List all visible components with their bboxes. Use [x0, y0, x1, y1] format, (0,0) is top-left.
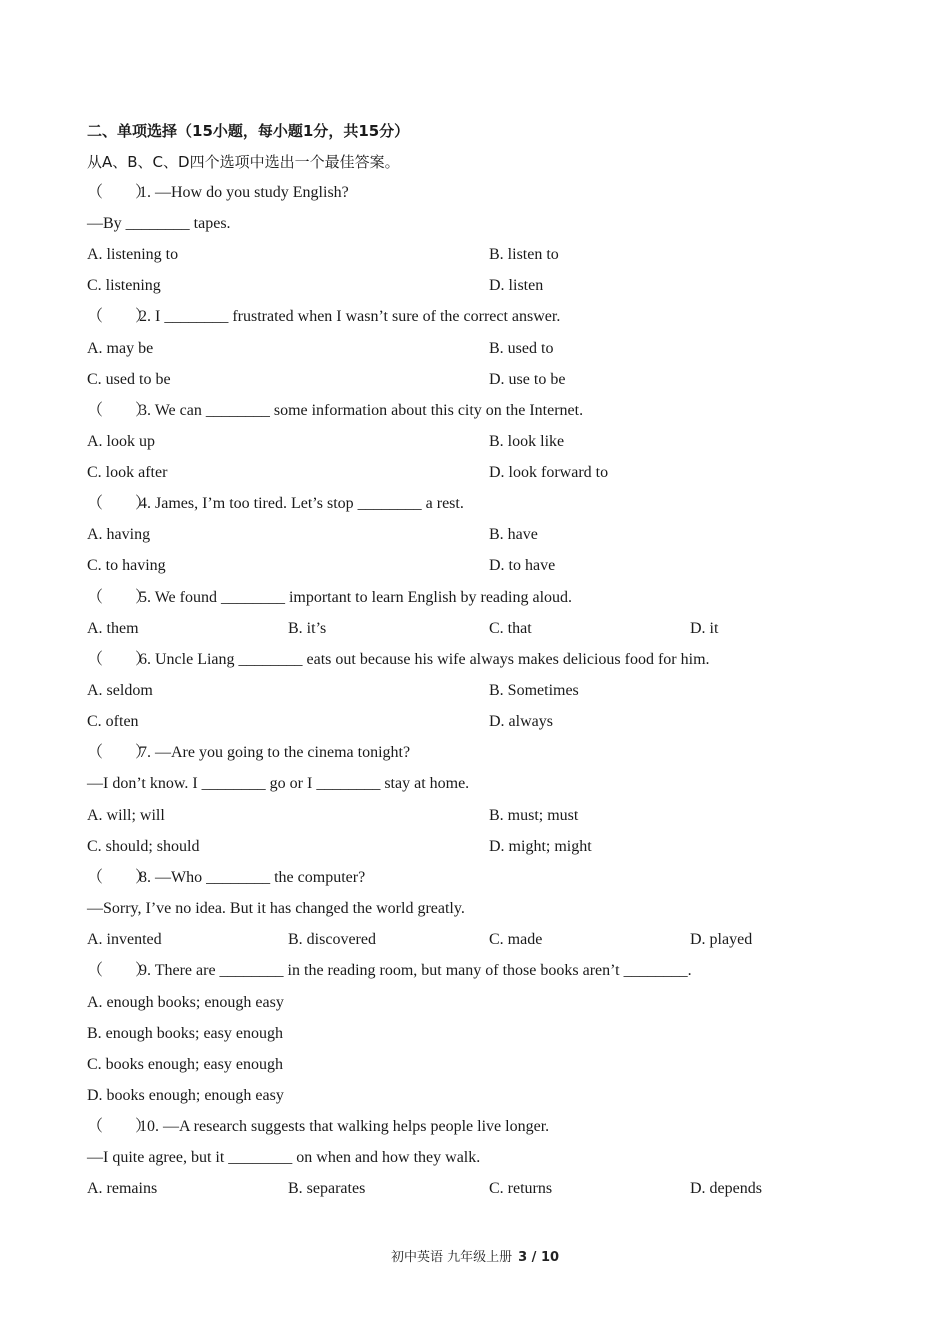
- option-b: B. it’s: [288, 620, 327, 637]
- option-c: C. used to be: [87, 371, 171, 388]
- option-b: B. used to: [489, 340, 554, 357]
- option-c: C. listening: [87, 277, 161, 294]
- answer-bracket[interactable]: （ ）: [87, 869, 152, 886]
- option-a: A. having: [87, 526, 151, 543]
- option-d: D. might; might: [489, 838, 592, 855]
- option-d: D. depends: [690, 1180, 762, 1197]
- option-c: C. look after: [87, 464, 168, 481]
- option-c: C. should; should: [87, 838, 200, 855]
- option-d: D. use to be: [489, 371, 566, 388]
- answer-bracket[interactable]: （ ）: [87, 184, 152, 201]
- option-c: C. made: [489, 931, 543, 948]
- option-c: C. returns: [489, 1180, 553, 1197]
- section-heading: 二、单项选择（15小题，每小题1分，共15分）: [87, 122, 410, 140]
- option-b: B. listen to: [489, 246, 559, 263]
- option-a: A. will; will: [87, 807, 165, 824]
- question-7-stem: （ ）7. —Are you going to the cinema tonight?: [87, 741, 410, 765]
- question-1-line-2: —By ________ tapes.: [87, 215, 231, 232]
- question-9-option-c: C. books enough; easy enough: [87, 1056, 283, 1073]
- answer-bracket[interactable]: （ ）: [87, 308, 152, 325]
- question-10-stem: （ ）10. —A research suggests that walking helps people live longer.: [87, 1115, 549, 1139]
- answer-bracket[interactable]: （ ）: [87, 962, 152, 979]
- option-d: D. it: [690, 620, 719, 637]
- option-b: B. have: [489, 526, 538, 543]
- option-b: B. discovered: [288, 931, 376, 948]
- question-9-option-b: B. enough books; easy enough: [87, 1025, 283, 1042]
- question-2-stem: （ ）2. I ________ frustrated when I wasn’t sure of the correct answer.: [87, 305, 560, 329]
- option-d: D. look forward to: [489, 464, 609, 481]
- option-d: D. played: [690, 931, 753, 948]
- option-a: A. them: [87, 620, 139, 637]
- answer-bracket[interactable]: （ ）: [87, 495, 152, 512]
- option-a: A. may be: [87, 340, 154, 357]
- option-b: B. Sometimes: [489, 682, 579, 699]
- page-footer: [0, 1246, 950, 1265]
- question-8-line-2: —Sorry, I’ve no idea. But it has changed the world greatly.: [87, 900, 465, 917]
- option-c: C. to having: [87, 557, 166, 574]
- question-7-line-2: —I don’t know. I ________ go or I ________ stay at home.: [87, 775, 470, 792]
- answer-bracket[interactable]: （ ）: [87, 744, 152, 761]
- question-1-stem: （ ）1. —How do you study English?: [87, 181, 349, 205]
- page-number: 3 / 10: [518, 1250, 560, 1265]
- question-6-stem: （ ）6. Uncle Liang ________ eats out because his wife always makes delicious food for him.: [87, 648, 710, 672]
- question-10-line-2: —I quite agree, but it ________ on when and how they walk.: [87, 1149, 481, 1166]
- question-9-option-a: A. enough books; enough easy: [87, 994, 284, 1011]
- question-8-stem: （ ）8. —Who ________ the computer?: [87, 866, 365, 890]
- question-9-option-d: D. books enough; enough easy: [87, 1087, 284, 1104]
- option-b: B. separates: [288, 1180, 366, 1197]
- option-a: A. remains: [87, 1180, 158, 1197]
- option-c: C. that: [489, 620, 532, 637]
- option-a: A. invented: [87, 931, 162, 948]
- option-b: B. must; must: [489, 807, 579, 824]
- option-d: D. always: [489, 713, 553, 730]
- option-c: C. often: [87, 713, 139, 730]
- question-9-stem: （ ）9. There are ________ in the reading room, but many of those books aren’t ________.: [87, 959, 692, 983]
- option-a: A. listening to: [87, 246, 179, 263]
- answer-bracket[interactable]: （ ）: [87, 402, 152, 419]
- option-a: A. look up: [87, 433, 155, 450]
- option-d: D. to have: [489, 557, 556, 574]
- option-a: A. seldom: [87, 682, 153, 699]
- question-5-stem: （ ）5. We found ________ important to learn English by reading aloud.: [87, 586, 572, 610]
- answer-bracket[interactable]: （ ）: [87, 1118, 152, 1135]
- answer-bracket[interactable]: （ ）: [87, 651, 152, 668]
- option-d: D. listen: [489, 277, 544, 294]
- question-3-stem: （ ）3. We can ________ some information about this city on the Internet.: [87, 399, 583, 423]
- question-4-stem: （ ）4. James, I’m too tired. Let’s stop ________ a rest.: [87, 492, 464, 516]
- section-instruction: 从A、B、C、D四个选项中选出一个最佳答案。: [87, 153, 400, 171]
- answer-bracket[interactable]: （ ）: [87, 589, 152, 606]
- footer-course: 初中英语 九年级上册: [390, 1250, 513, 1265]
- option-b: B. look like: [489, 433, 565, 450]
